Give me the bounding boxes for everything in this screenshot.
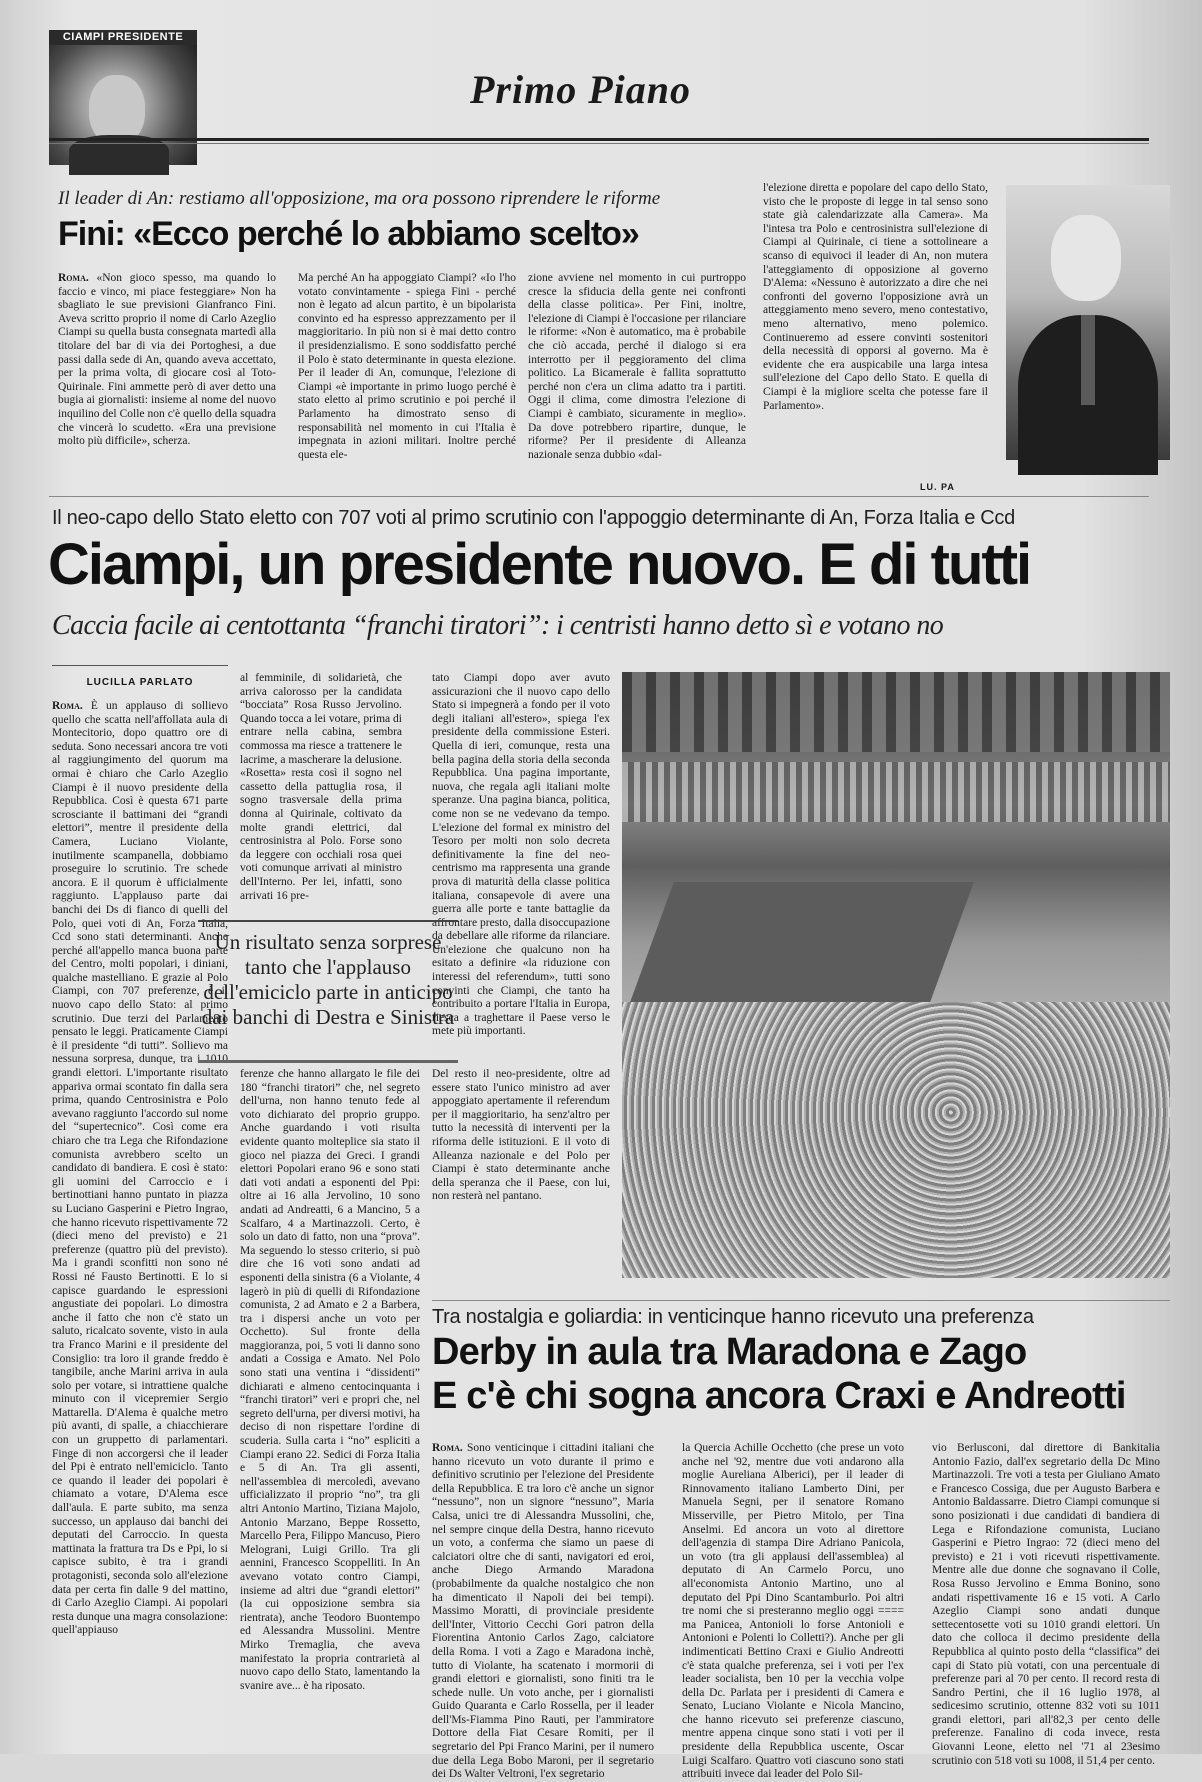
derby-column-1 bbox=[432, 1442, 654, 1781]
fini-column-1 bbox=[58, 272, 276, 494]
main-dateline: Roma. bbox=[52, 700, 83, 712]
pullquote-box bbox=[198, 920, 458, 1063]
main-column-2-top bbox=[240, 672, 402, 902]
main-column-3-top bbox=[432, 672, 610, 1038]
fini-column-3 bbox=[528, 272, 746, 494]
section-title: Primo Piano bbox=[470, 67, 692, 112]
ciampi-portrait-photo bbox=[49, 45, 197, 165]
derby-column-2 bbox=[682, 1442, 904, 1781]
main-column-3-bottom bbox=[432, 1068, 610, 1308]
fini-portrait-photo bbox=[1006, 185, 1170, 460]
fini-col2-text: Ma perché An ha appoggiato Ciampi? «Io l'ho votato convintamente - spiega Fini - perché non è legato ad alcun partito, è un bipolarista convinto ed ha espresso apprezzamento per il maggioritario. In più non si è mai detto contro il presidenzialismo. E sono soddisfatto perché il Polo è stato determinante in questa elezione. Per il leader di An, comunque, l'elezione di Ciampi «è importante in primo luogo perché è stato eletto al primo scrutinio e poi perché il Parlamento ha dimostrato senso di responsabilità nel momento in cui l'Italia è impegnata in azioni militari. Inoltre perché questa ele- bbox=[298, 272, 516, 461]
header-badge: CIAMPI PRESIDENTE bbox=[49, 30, 197, 45]
main-col3-top-text: tato Ciampi dopo aver avuto assicurazioni che il nuovo capo dello Stato si impegnerà a fondo per il voto degli italiani all'estero», spiega l'ex presidente della commissione Esteri. Quella di ieri, comunque, resta una bella pagina della storia della seconda Repubblica. Una pagina importante, nuova, che regala agli italiani molte speranze. Una pagina bianca, politica, come non se ne vedevano da tempo. L'elezione del formal ex ministro del Tesoro per molti non solo decreta definitivamente la fine del neo-centrismo ma rappresenta una grande prova di maturità della classe politica italiana, consapevole di avere una guerra alle porte e tante battaglie da affrontare presto, dalla disoccupazione da debellare alle riforme da rilanciare. Un'elezione che qualcuno non ha esitato a definire «la riduzione con interessi del referendum», tutti sono convinti che Ciampi, che tanto ha contribuito a portare l'Italia in Europa, riesca a traghettare il Paese verso le mete più importanti. bbox=[432, 672, 610, 1038]
derby-kicker: Tra nostalgia e goliardia: in venticinque hanno ricevuto una preferenza bbox=[432, 1306, 1034, 1328]
derby-col2-text: la Quercia Achille Occhetto (che prese un voto anche nel '92, mentre due voti andarono alla moglie Aureliana Alberici), per il leader di Rinnovamento italiano Lamberto Dini, per Manuela Segni, per il senatore Romano Misserville, per Pietro Mitolo, per Tina Anselmi. Ed ancora un voto al direttore dell'agenzia di stampa Dire Adriano Panicola, un voto (tra gli applausi dell'assemblea) al deputato di An Carmelo Porcu, uno all'economista Antonio Martino, uno al deputato del Ppi Dino Scantamburlo. Poi altri tre nomi che si presteranno meglio oggi ==== ma Panicea, Antonioli lo forse Antonioli e Antonioni e Polenti lo Colletti?). Anche per gli indimenticati Bettino Craxi e Giulio Andreotti c'è stata qualche preferenza, sei i voti per l'ex leader socialista, ben 10 per la vecchia volpe della Dc. Parlata per i presidenti di Camera e Senato, Luciano Violante e Nicola Mancino, che hanno ricevuto sei preferenze ciascuno, mentre appena cinque sono stati i voti per il presidente della Repubblica uscente, Oscar Luigi Scalfaro. Quattro voti ciascuno sono stati attribuiti invece dai leader del Polo Sil- bbox=[682, 1442, 904, 1781]
derby-col1-text: Sono venticinque i cittadini italiani che hanno ricevuto un voto durante il primo e definitivo scrutinio per l'elezione del Presidente della Repubblica. E tra loro c'è anche un signor “nessuno”, non un signore “nessuno”, Maria Calsa, unici tre di Alessandra Mussolini, che, nel sempre cinque della Destra, hanno ricevuto un voto, a conferma che siamo un paese di calciatori oltre che di santi, navigatori ed eroi, anche Diego Armando Maradona (probabilmente da qualche nostalgico che non ha dimenticato il Napoli dei bei tempi). Massimo Moratti, di provinciale presidente dell'Inter, Vittorio Cecchi Gori patron della Fiorentina Antonio Carlos Zago, calciatore della Roma. I voti a Zago e Maradona inchè, tutto di Violante, ha scatenato i mormorii di grandi elettori e giornalisti, sono finiti tra le schede nulle. Un voto anche, per i giornalisti Guido Quaranta e Carlo Rossella, per il leader dell'Ms-Fiamma Pino Rauti, per l'ammiratore Dottore della Fiat Cesare Romiti, per il segretario del Ppi Franco Marini, per il numero due della Lega Bobo Maroni, per il segretario dei Ds Walter Veltroni, l'ex segretario bbox=[432, 1442, 654, 1781]
author-rule bbox=[52, 665, 228, 666]
derby-headline-line1: Derby in aula tra Maradona e Zago bbox=[432, 1331, 1027, 1373]
fini-byline: LU. PA bbox=[920, 482, 955, 492]
main-subheadline: Caccia facile ai centottanta “franchi tiratori”: i centristi hanno detto sì e votano no bbox=[52, 610, 944, 641]
main-column-3-mid bbox=[478, 905, 610, 1065]
main-col2-top-text: al femminile, di solidarietà, che arriva calorosso per la candidata “bocciata” Rosa Russo Jervolino. Quando tocca a lei votare, prima di entrare nella cabina, sembra commossa ma riesce a trattenere le lacrime, a mascherare la delusione. «Rosetta» resta così il sogno nel cassetto della pattuglia rosa, il sogno trasversale della prima donna al Quirinale, coltivato da molte grandi elettrici, dal centrosinistra al Polo. Forse sono da leggere con occhiali rosa quei voti comunque arrivati al ministro dell'Interno. Per lei, infatti, sono arrivati 16 pre- bbox=[240, 672, 402, 902]
fini-col1-text: «Non gioco spesso, ma quando lo faccio e vinco, mi piace festeggiare» Non ha sbagliato le sue previsioni Gianfranco Fini. Aveva scritto proprio il nome di Carlo Azeglio Ciampi su quella busta consegnata martedì alla titolare del bar di via dei Portoghesi, a due passi dalla sede di An, quando aveva accettato, per la prima volta, di giocare così al Toto-Quirinale. Fini ammette però di aver detto una bugia ai giornalisti: insieme al nome del nuovo inquilino del Colle non c'è quello della squadra che vincerà lo scudetto. «Era una previsione molto più difficile», scherza. bbox=[58, 272, 276, 448]
main-col2-bottom-text: ferenze che hanno allargato le file dei 180 “franchi tiratori” che, nel segreto dell'urna, non hanno tenuto fede al voto dichiarato del proprio gruppo. Anche guardando i voti risulta evidente quanto molteplice sia stato il gioco nel piazza dei Greci. I grandi elettori Popolari erano 96 e sono stati dati voti andati a esponenti del Ppi: oltre ai 16 alla Jervolino, 10 sono andati ad Andreatti, 6 a Mancino, 5 a Scalfaro, 4 a Martinazzoli. Certo, è solo un dato di fatto, non una “prova”. Ma seguendo lo stesso criterio, si può dire che 16 voti sono andati ad esponenti della sinistra (6 a Violante, 4 lagerò in più di quelli di Rifondazione comunista, 2 ad Amato e 2 a Barbera, tra i dispersi anche un voto per Occhetto). Sul fronte della maggioranza, poi, 5 voti li danno sono andati a Cossiga e Amato. Nel Polo sono stati una ventina i “dissidenti” dichiarati e almeno centocinquanta i “franchi tiratori” veri e propri che, nel segreto dell'urna, per diversi motivi, ha deciso di non rispettare l'ordine di scuderia. Sulla carta i “no” espliciti a Ciampi erano 22. Sedici di Forza Italia e 5 di An. Tra gli assenti, nell'assemblea di mercoledì, avevano ufficializzato il proprio “no”, tra gli altri Antonio Martino, Tiziana Majolo, Antonio Marzano, Beppe Rossetto, Marcello Pera, Filippo Mancuso, Piero Melograni, Luigi Grillo. Tra gli aennini, Francesco Scoppelliti. In An avevano votato contro Ciampi, insieme ad altri due “grandi elettori” (la cui opposizione sembra sia rientrata), anche Teodoro Buontempo ed Alessandra Mussolini. Mentre Mirko Tremaglia, che aveva manifestato la propria contrarietà al nuovo capo dello Stato, lamentando la svanire ave... è ha riposato. bbox=[240, 1068, 420, 1692]
main-col3-bottom-text: Del resto il neo-presidente, oltre ad essere stato l'unico ministro ad aver appoggiato apertamente il referendum per il maggioritario, ha senz'altro per tutto la necessità di interventi per la riforma delle istituzioni. E il voto di Alleanza nazionale e del Polo per Ciampi è stato determinante anche della speranza che il Paese, con lui, non resterà nel pantano. bbox=[432, 1068, 610, 1203]
main-col1-text: È un applauso di sollievo quello che scatta nell'affollata aula di Montecitorio, dopo quattro ore di seduta. Sono necessari ancora tre voti al raggiungimento del quorum ma ormai è chiaro che Carlo Azeglio Ciampi è il nuovo presidente della Repubblica. Così è questa 671 parte scrosciante il battimani dei “grandi elettori”, mentre il presidente della Camera, Luciano Violante, inutilmente scampanella, dobbiamo proseguire lo scrutinio. Tre schede ancora. E il quorum è ufficialmente raggiunto. L'applauso parte dai banchi dei Ds di fianco di quelli del Polo, quei voti di An, Forza Italia, Ccd sono stati determinanti. Anche perché all'appello manca buona parte del Centro, molti popolari, i diniani, qualche mastelliano. E grazie al Polo Ciampi, con 707 preferenze, è il nuovo capo dello Stato: al primo scrutinio. Due terzi del Parlamento pensato le leggi. Praticamente Ciampi è il presidente “di tutti”. Sollievo ma nessuna sorpresa, dunque, tra i 1010 grandi elettori. L'importante risultato appariva ormai scontato fin dalla sera prima, quando Centrosinistra e Polo avevano raggiunto l'accordo sul nome del “supertecnico”. Così come era chiaro che tra Lega che Rifondazione comunista avrebbero scelto un candidato di bandiera. E così è stato: gli uomini del Carroccio e i bertinottiani hanno puntato in piazza su Luciano Gasperini e Pietro Ingrao, che hanno ricevuto rispettivamente 72 (dieci meno del previsto) e 21 preferenze (quattro più del previsto). Ma i grandi sconfitti non sono né Rossi né Fausto Bertinotti. E lo si capisce guardando le espressioni angustiate dei popolari. Lo dimostra anche il fatto che non c'è stato un saluto, ricalcato sovente, visto in aula tra Franco Marini e il presidente del Consiglio: tra loro il grande freddo è tangibile, anche Marini arriva in aula solo per votare, si intrattiene qualche minuto con il vicepremier Sergio Mattarella. D'Alema è qualche metro più avanti, di spalle, a chiacchierare con un gruppetto di parlamentari. Finge di non accorgersi che il leader del Ppi è entrato nell'emiciclo. Tanto ce quando il leader dei popolari è chiamato a votare, D'Alema esce dall'aula. E parte subito, ma senza successo, un applauso dai banchi dei deputati del Carroccio. In questa mattinata la frattura tra Ds e Ppi, lo si capisce subito, è tra i grandi protagonisti, seconda solo all'elezione data per certa fin dalle 9 del mattino, di Carlo Azeglio Ciampi. Ai popolari resta dunque una magra consolazione: quell'appiauso bbox=[52, 700, 229, 1637]
fini-headline: Fini: «Ecco perché lo abbiamo scelto» bbox=[58, 215, 639, 253]
fini-kicker: Il leader di An: restiamo all'opposizione, ma ora possono riprendere le riforme bbox=[58, 188, 661, 209]
fini-column-4 bbox=[763, 182, 988, 480]
fini-col3-text: zione avviene nel momento in cui purtroppo cresce la sfiducia della gente nei confronti della classe politica». Per Fini, inoltre, l'elezione di Ciampi è l'occasione per rilanciare le riforme: «Non è automatico, ma è probabile che ciò accada, perché il dialogo si era interrotto per il peggioramento del clima politico. La Bicamerale è fallita soprattutto perché non c'era un clima adatto tra i partiti. Oggi il clima, come dimostra l'elezione di Ciampi è cambiato, sicuramente in meglio». Da dove potrebbero ripartire, dunque, le riforme? Per il presidente di Alleanza nazionale senza dubbio «dal- bbox=[528, 272, 746, 461]
derby-col3-text: vio Berlusconi, dal direttore di Bankitalia Antonio Fazio, dall'ex segretario della Dc Mino Martinazzoli. Tre voti a testa per Giuliano Amato e Francesco Cossiga, due per Augusto Barbera e Antonio Baldassarre. Dietro Ciampi comunque si sono posizionati i due candidati di bandiera di Lega e Rifondazione comunista, Luciano Gasperini e Pietro Ingrao: 72 (dieci meno del previsto) e 21 i voti ricevuti rispettivamente. Mentre alle due donne che sognavano il Colle, Rosa Russo Jervolino e Emma Bonino, sono andati rispettivamente 16 e 15 voti. A Carlo Azeglio Ciampi sono andati dunque settecentosette voti su 1010 grandi elettori. Un dato che colloca il decimo presidente della Repubblica al quinto posto della “classifica” dei capi di Stato più votati, con una percentuale di preferenze pari al 70 per cento. Il record resta di Sandro Pertini, che il 16 luglio 1978, al sedicesimo scrutinio, ottenne 832 voti su 1011 grandi elettori, pari all'82,3 per cento delle preferenze. Fanalino di coda invece, resta Giovanni Leone, eletto nel '71 al 23esimo scrutinio con 518 voti su 1008, il 51,4 per cento. bbox=[932, 1442, 1160, 1767]
pullquote: Un risultato senza sorprese tanto che l'applauso dell'emiciclo parte in anticipo dai banchi di Destra e Sinistra bbox=[201, 930, 455, 1029]
main-column-2-bottom bbox=[240, 1068, 420, 1735]
main-author: LUCILLA PARLATO bbox=[86, 677, 194, 688]
header-rule bbox=[49, 138, 1149, 141]
main-headline: Ciampi, un presidente nuovo. E di tutti bbox=[48, 532, 1031, 597]
derby-top-rule bbox=[432, 1300, 1170, 1301]
header-rule-thin bbox=[49, 143, 1149, 144]
main-kicker: Il neo-capo dello Stato eletto con 707 voti al primo scrutinio con l'appoggio determinante di An, Forza Italia e Ccd bbox=[52, 507, 1015, 529]
fini-dateline: Roma. bbox=[58, 272, 89, 284]
derby-column-3 bbox=[932, 1442, 1160, 1767]
section-title-box bbox=[470, 48, 740, 126]
fini-col4-text: l'elezione diretta e popolare del capo dello Stato, visto che le proposte di legge in tal senso sono state già calendarizzate alla Camera». Ma l'intesa tra Polo e centrosinistra sull'elezione di Ciampi al Quirinale, ci tiene a sottolineare a scanso di equivoci il leader di An, non mutera l'atteggiamento di opposizione al governo D'Alema: «Nessuno è autorizzato a dire che nei confronti del governo l'opposizione avrà un atteggiamento meno severo, meno contestativo, meno alternativo, meno polemico. Continueremo ad essere convinti sostenitori della necessità di opporsi al governo. Ma è evidente che era auspicabile una larga intesa sull'elezione del Capo dello Stato. E quella di Ciampi è la migliore scelta che potesse fare il Parlamento». bbox=[763, 182, 988, 412]
main-column-1 bbox=[52, 700, 228, 1735]
fini-column-2 bbox=[298, 272, 516, 494]
derby-dateline: Roma. bbox=[432, 1442, 463, 1454]
derby-headline-line2: E c'è chi sogna ancora Craxi e Andreotti bbox=[432, 1375, 1126, 1417]
parliament-hall-photo bbox=[622, 672, 1170, 1278]
section-divider bbox=[49, 496, 1149, 497]
